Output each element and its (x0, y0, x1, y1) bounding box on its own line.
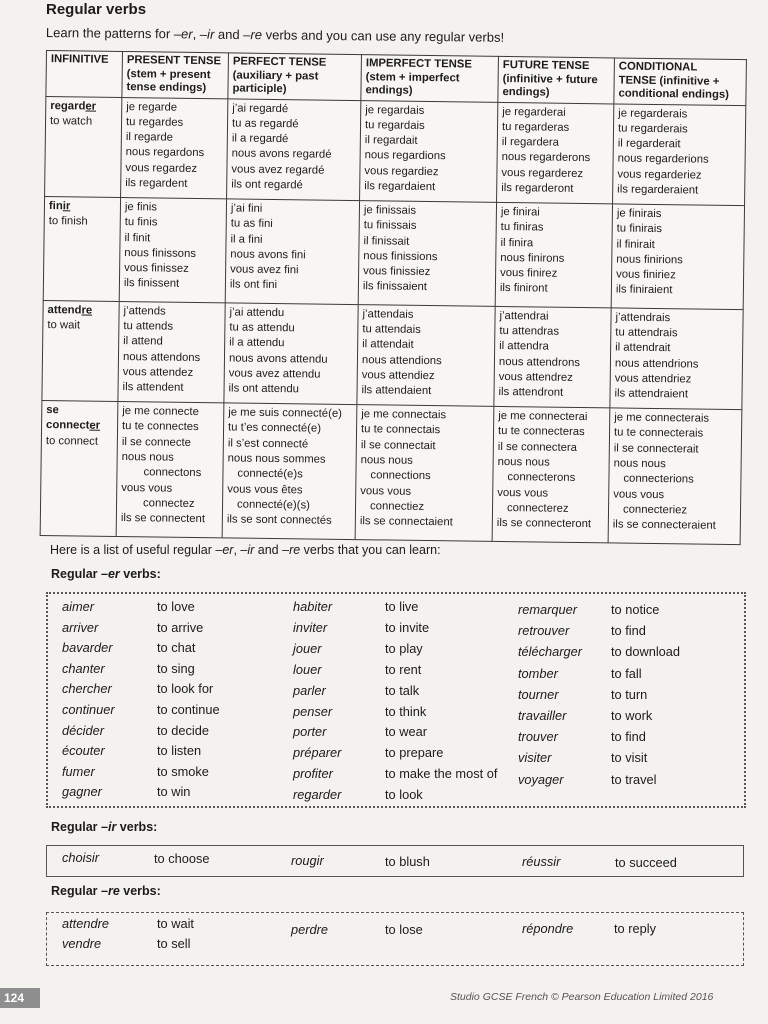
conjugated-form: tu te connecterais (613, 426, 704, 441)
french-verb: arriver (62, 619, 99, 635)
infinitive-meaning: to connect (45, 434, 99, 448)
conjugated-form: il se connecterait (613, 442, 699, 456)
conjugated-form: vous regarderiez (617, 168, 702, 182)
conjugated-form: vous finirez (500, 267, 558, 280)
present-tense-cell (118, 301, 225, 403)
conjugated-form: nous regardions (364, 149, 446, 163)
conjugated-form: vous vous (613, 488, 665, 501)
conjugated-form: ils se connectaient (359, 515, 453, 529)
conjugated-form: il finit (124, 231, 151, 244)
french-verb: perdre (291, 922, 328, 937)
french-verb: choisir (62, 850, 99, 865)
conjugated-form: ils se sont connectés (226, 513, 332, 527)
french-verb: aimer (62, 599, 94, 614)
english-meaning: to download (611, 644, 681, 660)
english-meaning: to prepare (385, 745, 444, 761)
conjugated-form: connecterez (506, 501, 569, 515)
english-meaning: to wear (385, 724, 427, 740)
column-header-note: (stem + present tense endings) (126, 67, 211, 95)
infinitive-meaning: to wait (47, 319, 81, 332)
er-verbs-title: Regular –er verbs: (51, 567, 161, 581)
conjugated-form: tu attendrais (615, 326, 678, 340)
conjugated-form: il a fini (230, 232, 263, 246)
conjugated-form: je me connectais (361, 408, 447, 422)
french-verb: préparer (293, 745, 342, 761)
french-verb: visiter (518, 750, 552, 766)
conjugated-form: je regardais (365, 103, 425, 117)
future-tense-cell (497, 102, 614, 204)
conjugated-form: je finis (124, 200, 158, 214)
conjugated-form: il finira (500, 236, 534, 249)
conjugated-form: je me connecterai (498, 410, 588, 424)
conjugated-form: ils ont regardé (231, 178, 303, 192)
conjugated-form: connectez (142, 497, 195, 510)
conjugated-form: nous avons attendu (228, 351, 328, 366)
english-meaning: to find (611, 623, 646, 639)
conjugated-form: tu finissais (363, 219, 417, 233)
english-meaning: to make the most of (385, 766, 498, 782)
french-verb: bavarder (62, 640, 113, 656)
conjugated-form: il finirait (616, 238, 655, 251)
conjugated-form: connecté(e)(s) (236, 498, 310, 512)
column-header-note: (infinitive + future endings) (502, 72, 598, 99)
list-intro: Here is a list of useful regular –er, –ir and –re verbs that you can learn: (50, 543, 441, 557)
conjugated-form: il a regardé (231, 132, 289, 146)
column-header (361, 55, 499, 102)
conjugated-form: nous avons regardé (231, 147, 332, 162)
conjugated-form: tu t’es connecté(e) (227, 421, 322, 436)
infinitive-verb: attendre (47, 303, 93, 317)
conjugated-form: ils ont attendu (228, 382, 300, 396)
conjugated-form: j’attendrai (499, 309, 549, 323)
conjugated-form: tu attends (123, 320, 174, 333)
english-meaning: to sing (157, 660, 195, 676)
infinitive-meaning: to watch (49, 114, 93, 128)
column-header-note: (auxiliary + past participle) (232, 68, 319, 96)
english-meaning: to smoke (157, 763, 209, 779)
conjugated-form: il attend (123, 335, 163, 348)
french-verb: tourner (518, 686, 559, 702)
imperfect-tense-cell (360, 100, 498, 202)
infinitive-cell (40, 401, 118, 537)
verb-row (40, 401, 742, 545)
conjugated-form: ils finiront (499, 282, 548, 295)
english-meaning: to fall (611, 665, 642, 681)
french-verb: répondre (522, 921, 574, 936)
conjugated-form: ils se connecteraient (612, 518, 716, 532)
conditional-tense-cell (610, 308, 743, 410)
verb-row (45, 96, 746, 206)
column-header (46, 51, 123, 97)
conjugated-form: nous nous (613, 457, 666, 471)
conditional-tense-cell (608, 408, 742, 545)
conjugated-form: nous finirions (616, 253, 683, 267)
french-verb: penser (293, 703, 333, 719)
conjugated-form: ils finissaient (362, 280, 428, 294)
french-verb: travailler (518, 708, 567, 723)
conjugated-form: il se connectera (497, 440, 578, 454)
column-header-title: PERFECT TENSE (232, 55, 327, 69)
french-verb: décider (62, 722, 104, 738)
conjugated-form: tu regardes (125, 115, 184, 129)
conditional-tense-cell (611, 204, 744, 309)
french-verb: regarder (293, 787, 342, 803)
conjugated-form: je me connecte (122, 405, 199, 419)
future-tense-cell (492, 406, 610, 542)
french-verb: vendre (62, 936, 102, 951)
infinitive-verb: regarder (50, 99, 97, 113)
conjugated-form: j’ai attendu (229, 306, 285, 319)
conjugated-form: je finissais (363, 204, 417, 217)
conjugated-form: vous finissiez (363, 265, 431, 279)
re-verbs-title: Regular –re verbs: (51, 884, 161, 898)
conjugated-form: ils attendraient (614, 387, 689, 401)
imperfect-tense-cell (355, 405, 494, 542)
french-verb: voyager (518, 771, 564, 787)
conjugated-form: ils se connectent (120, 512, 206, 526)
conjugated-form: tu as attendu (229, 321, 295, 335)
conjugated-form: nous finissons (124, 246, 197, 260)
perfect-tense-cell (225, 199, 359, 304)
conjugated-form: je me suis connecté(e) (228, 406, 342, 420)
conjugated-form: nous attendons (122, 350, 201, 364)
conjugated-form: ils attendront (498, 386, 564, 399)
conjugated-form: ils attendaient (361, 384, 432, 398)
conjugation-table (40, 50, 747, 545)
future-tense-cell (495, 202, 612, 307)
column-header-title: CONDITIONAL (618, 60, 698, 74)
conjugated-form: vous regarderez (501, 166, 584, 180)
footer-credit: Studio GCSE French © Pearson Education Limited 2016 (450, 991, 714, 1003)
conjugated-form: nous attendrons (498, 355, 581, 369)
column-header-title: IMPERFECT TENSE (365, 57, 473, 71)
present-tense-cell (116, 402, 224, 538)
english-meaning: to lose (385, 922, 423, 937)
french-verb: réussir (522, 854, 561, 869)
english-meaning: to continue (157, 702, 220, 717)
intro-text: Learn the patterns for –er, –ir and –re verbs and you can use any regular verbs! (45, 25, 505, 45)
conjugated-form: il a attendu (229, 336, 285, 350)
conjugated-form: nous nous (121, 451, 174, 464)
conjugated-form: nous nous sommes (227, 452, 326, 466)
english-meaning: to arrive (157, 619, 204, 635)
conjugated-form: vous attendez (122, 365, 194, 379)
ir-verbs-title: Regular –ir verbs: (51, 820, 158, 834)
conjugated-form: je finirai (500, 205, 540, 219)
infinitive-verb: se connecter (46, 404, 101, 433)
conjugated-form: vous attendiez (361, 369, 435, 382)
perfect-tense-cell (222, 403, 357, 540)
conjugated-form: vous vous (497, 486, 549, 500)
french-verb: louer (293, 661, 322, 677)
conjugated-form: ils regarderaient (617, 183, 699, 197)
english-meaning: to play (385, 640, 423, 656)
english-meaning: to turn (611, 686, 648, 702)
perfect-tense-cell (224, 303, 358, 405)
french-verb: attendre (62, 916, 109, 931)
conjugated-form: tu as fini (230, 217, 273, 231)
verb-row (43, 196, 744, 309)
present-tense-cell (119, 197, 226, 302)
french-verb: porter (293, 724, 327, 740)
conjugated-form: ils regardent (125, 177, 188, 190)
conjugated-form: je me connecterais (614, 411, 710, 425)
conjugated-form: vous avez regardé (231, 163, 325, 177)
english-meaning: to choose (154, 851, 210, 866)
conjugated-form: ils finiraient (615, 283, 673, 297)
conjugated-form: nous regardons (125, 146, 205, 160)
conjugated-form: vous vous êtes (227, 482, 303, 496)
conjugated-form: vous vous (360, 484, 412, 498)
conjugated-form: nous attendrions (614, 357, 699, 371)
conjugated-form: vous avez attendu (228, 367, 321, 381)
conjugated-form: tu te connectes (122, 420, 199, 434)
page-title: Regular verbs (46, 1, 147, 18)
english-meaning: to rent (385, 661, 422, 677)
conjugated-form: tu finirais (616, 222, 663, 236)
english-meaning: to wait (157, 916, 194, 931)
infinitive-cell (42, 300, 119, 401)
column-header-title: FUTURE TENSE (502, 58, 590, 73)
english-meaning: to visit (611, 750, 648, 766)
french-verb: jouer (293, 640, 322, 656)
english-meaning: to love (157, 599, 195, 614)
conjugated-form: vous attendrez (498, 370, 573, 384)
english-meaning: to work (611, 708, 653, 723)
conjugated-form: j’ai fini (230, 202, 263, 215)
conjugated-form: tu te connecteras (497, 425, 585, 439)
french-verb: retrouver (518, 623, 570, 639)
conjugated-form: connecterons (507, 471, 576, 485)
conjugated-form: vous avez fini (230, 263, 299, 277)
french-verb: parler (293, 682, 326, 698)
page-number: 124 (0, 988, 40, 1008)
column-header (498, 56, 615, 103)
conjugated-form: vous regardez (125, 161, 198, 175)
conjugated-form: il se connectait (360, 438, 436, 452)
conjugated-form: il regardait (364, 134, 418, 147)
conjugated-form: il regardera (501, 136, 560, 149)
present-tense-cell (121, 97, 228, 199)
french-verb: continuer (62, 702, 115, 717)
conjugated-form: ils regardaient (364, 180, 436, 194)
conjugated-form: vous finissez (124, 262, 189, 275)
conditional-tense-cell (613, 103, 746, 205)
french-verb: trouver (518, 729, 558, 745)
column-header (228, 53, 362, 100)
conjugated-form: je regarderai (502, 105, 566, 119)
english-meaning: to succeed (615, 855, 677, 870)
conjugated-form: il attendra (499, 340, 549, 353)
conjugated-form: il s’est connecté (227, 437, 309, 451)
french-verb: chercher (62, 681, 112, 697)
column-header (122, 52, 229, 99)
conjugated-form: tu attendras (499, 324, 560, 338)
english-meaning: to talk (385, 682, 420, 698)
conjugated-form: ils se connecteront (496, 517, 592, 531)
conjugated-form: il finissait (363, 234, 410, 248)
conjugated-form: vous regardiez (364, 164, 439, 178)
english-meaning: to blush (385, 854, 430, 869)
conjugated-form: tu finis (124, 216, 158, 229)
conjugated-form: connecterions (623, 472, 694, 486)
verb-row (42, 300, 743, 410)
conjugated-form: connecteriez (622, 503, 688, 517)
conjugated-form: connections (370, 469, 431, 483)
conjugated-form: tu as regardé (231, 117, 299, 131)
infinitive-cell (45, 96, 122, 197)
conjugated-form: nous finirons (500, 251, 565, 265)
conjugated-form: j’attends (123, 304, 166, 318)
conjugated-form: vous finiriez (616, 268, 676, 282)
english-meaning: to notice (611, 602, 660, 617)
conjugated-form: ils finissent (123, 277, 180, 291)
french-verb: écouter (62, 743, 105, 759)
english-meaning: to find (611, 729, 646, 745)
conjugated-form: il se connecte (121, 435, 192, 449)
conjugated-form: vous vous (121, 481, 173, 495)
infinitive-cell (43, 196, 120, 301)
conjugated-form: tu te connectais (360, 423, 441, 437)
english-meaning: to listen (157, 743, 202, 759)
conjugated-form: ils ont fini (229, 278, 278, 292)
conjugated-form: nous avons fini (230, 248, 306, 262)
conjugated-form: je regarderais (618, 106, 688, 120)
conjugated-form: il attendrait (615, 341, 671, 355)
conjugated-form: connectiez (369, 500, 425, 513)
conjugated-form: nous attendions (361, 353, 442, 367)
french-verb: chanter (62, 660, 105, 676)
french-verb: gagner (62, 784, 102, 800)
english-meaning: to think (385, 703, 427, 719)
conjugated-form: connectons (143, 466, 202, 480)
conjugated-form: j’ai regardé (232, 101, 289, 115)
conjugated-form: il regarde (125, 131, 174, 144)
english-meaning: to win (157, 784, 191, 800)
english-meaning: to sell (157, 936, 191, 951)
conjugated-form: tu regarderais (617, 122, 688, 136)
english-meaning: to travel (611, 771, 657, 787)
conjugated-form: il attendait (362, 338, 414, 352)
column-header (614, 58, 747, 105)
english-meaning: to look (385, 787, 423, 803)
conjugated-form: tu regarderas (501, 120, 570, 134)
column-header-title: INFINITIVE (50, 53, 109, 66)
french-verb: remarquer (518, 602, 578, 617)
column-header-note: (stem + imperfect endings) (365, 70, 460, 97)
conjugated-form: tu regardais (364, 118, 425, 132)
conjugated-form: j’attendrais (615, 311, 671, 324)
conjugated-form: connecté(e)s (237, 467, 303, 481)
french-verb: inviter (293, 619, 328, 635)
english-meaning: to look for (157, 681, 214, 697)
imperfect-tense-cell (358, 201, 496, 307)
french-verb: profiter (293, 766, 333, 782)
conjugated-form: nous regarderions (617, 152, 709, 167)
conjugated-form: je regarde (126, 100, 178, 114)
english-meaning: to reply (614, 921, 656, 936)
french-verb: fumer (62, 763, 95, 779)
english-meaning: to live (385, 599, 419, 614)
french-verb: rougir (291, 853, 324, 868)
infinitive-meaning: to finish (48, 215, 88, 228)
future-tense-cell (494, 306, 611, 408)
english-meaning: to invite (385, 619, 430, 635)
conjugated-form: nous finissions (363, 249, 438, 263)
perfect-tense-cell (227, 98, 361, 200)
french-verb: tomber (518, 665, 558, 681)
english-meaning: to chat (157, 640, 196, 656)
infinitive-verb: finir (48, 199, 71, 213)
conjugated-form: il regarderait (617, 137, 681, 151)
english-meaning: to decide (157, 722, 209, 738)
conjugated-form: vous attendriez (614, 372, 692, 386)
conjugated-form: ils attendent (122, 381, 184, 394)
column-header-note: TENSE (infinitive + conditional endings) (618, 73, 730, 101)
imperfect-tense-cell (357, 304, 495, 406)
conjugated-form: tu finiras (500, 221, 544, 234)
french-verb: habiter (293, 599, 333, 614)
conjugated-form: tu attendais (362, 323, 421, 336)
conjugated-form: nous regarderons (501, 151, 591, 165)
conjugated-form: ils regarderont (501, 181, 574, 195)
conjugated-form: nous nous (360, 454, 413, 467)
french-verb: télécharger (518, 644, 583, 660)
conjugated-form: je finirais (616, 207, 662, 220)
column-header-title: PRESENT TENSE (126, 54, 222, 68)
conjugated-form: nous nous (497, 455, 550, 469)
conjugated-form: j’attendais (362, 307, 414, 321)
